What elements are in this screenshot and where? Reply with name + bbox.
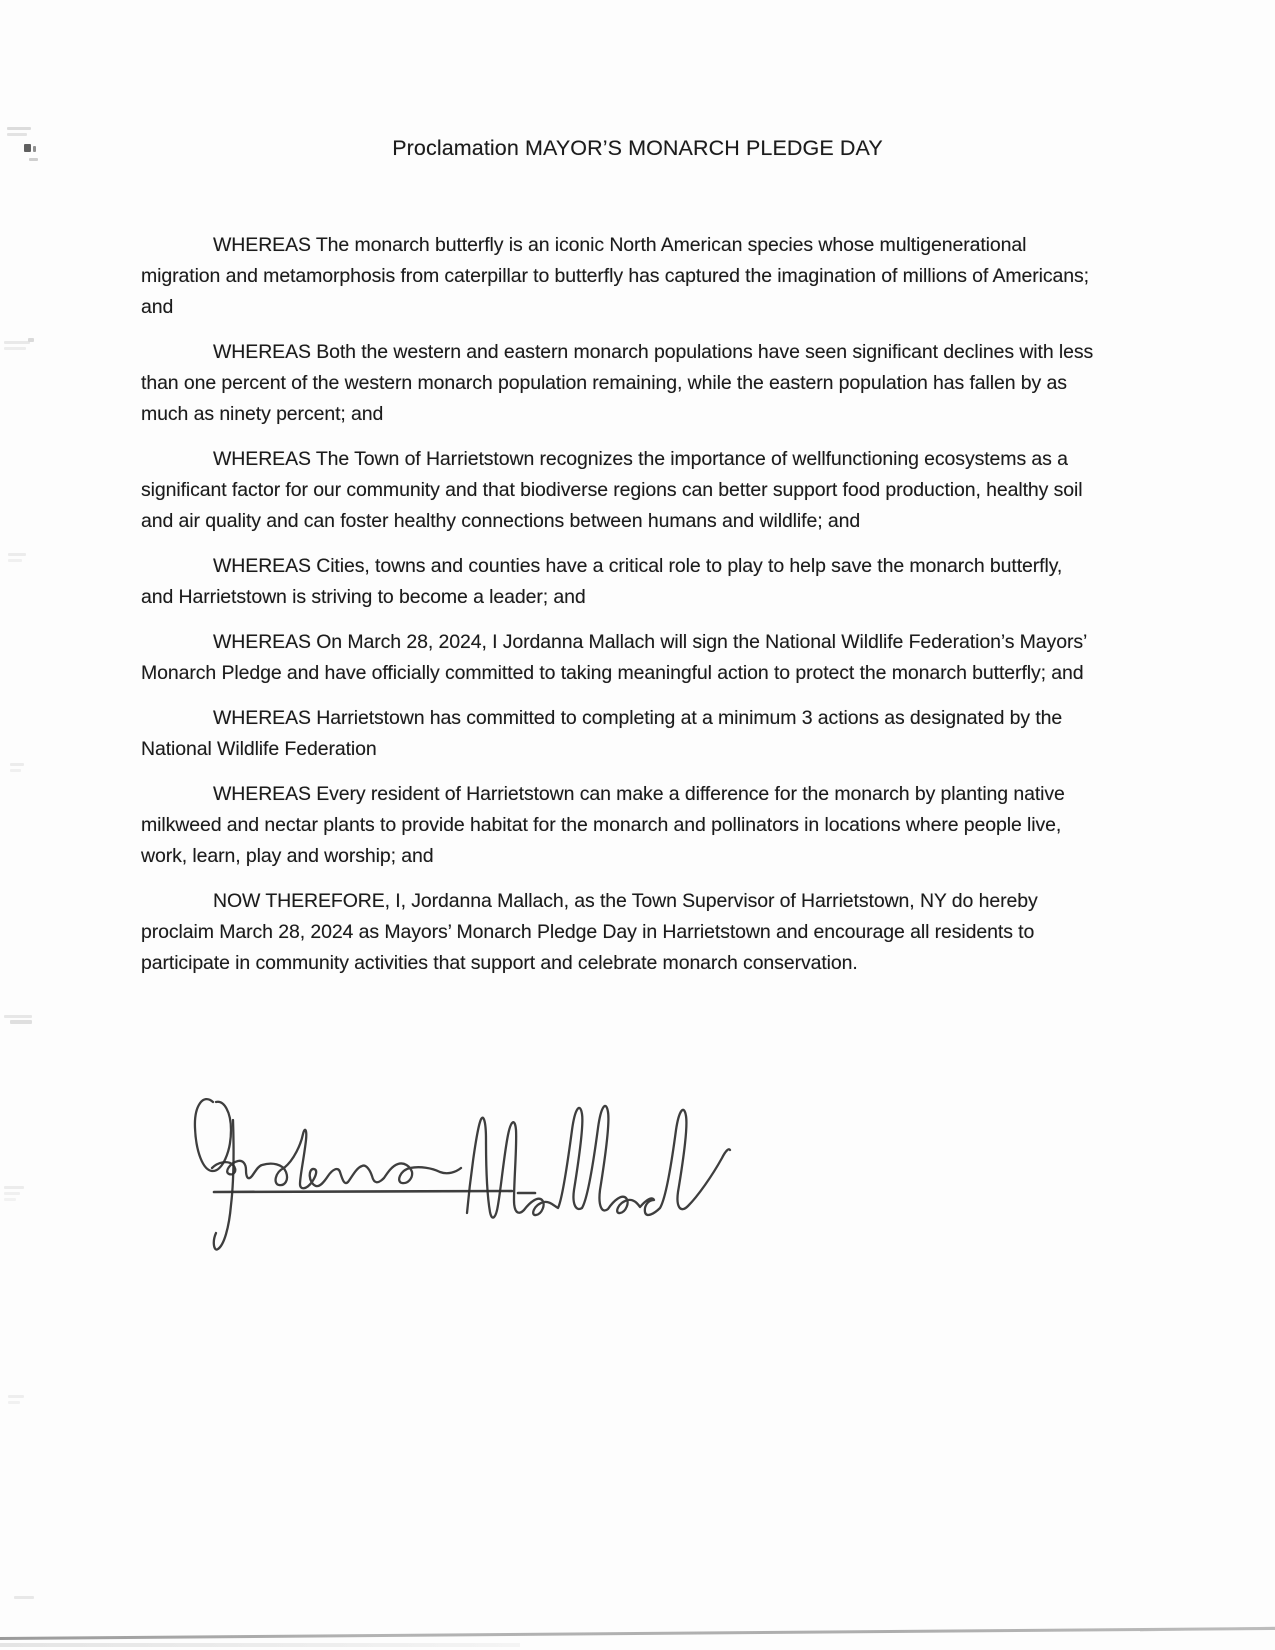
- scan-edge-line: [0, 1627, 1275, 1640]
- scan-artifact: [4, 1192, 20, 1195]
- scan-artifact: [29, 158, 38, 161]
- scan-artifact: [7, 133, 27, 136]
- handwritten-signature: [175, 1040, 735, 1260]
- paragraph-whereas-residents: WHEREAS Every resident of Harrietstown can make a difference for the monarch by planting native milkweed and nectar plants to provide habitat for the monarch and pollinators in locations where people live, work, learn, play and worship; and: [141, 783, 1065, 867]
- paragraph-whereas-monarch-iconic: WHEREAS The monarch butterfly is an iconic North American species whose multigenerational migration and metamorphosis from caterpillar to butterfly has captured the imagination of millions of Americans; and: [141, 234, 1089, 318]
- paragraph-now-therefore: NOW THEREFORE, I, Jordanna Mallach, as the Town Supervisor of Harrietstown, NY do hereby proclaim March 28, 2024 as Mayors’ Monarch Pledge Day in Harrietstown and encourage all residents to participate in community activities that support and celebrate monarch conservation.: [141, 890, 1038, 974]
- paragraph-whereas-population-declines: WHEREAS Both the western and eastern monarch populations have seen significant declines with less than one percent of the western monarch population remaining, while the eastern population has fallen by as much as ninety percent; and: [141, 341, 1094, 425]
- scan-artifact: [8, 553, 26, 556]
- scan-artifact: [8, 1401, 20, 1404]
- signature-stroke-j-loop: [195, 1099, 231, 1171]
- signature-stroke-ordanna: [212, 1130, 461, 1189]
- scan-artifact: [7, 127, 31, 130]
- scan-artifact: [4, 1198, 16, 1201]
- scan-edge-strip: [0, 1643, 520, 1647]
- scan-artifact: [4, 1015, 32, 1018]
- signature-stroke-mallach: [467, 1106, 730, 1218]
- paragraph-whereas-cities-role: WHEREAS Cities, towns and counties have a critical role to play to help save the monarch butterfly, and Harrietstown is striving to become a leader; and: [141, 555, 1063, 608]
- scan-artifact: [10, 763, 24, 766]
- scan-artifact: [24, 144, 31, 152]
- scan-artifact: [4, 341, 30, 344]
- scan-artifact: [8, 1395, 24, 1398]
- scan-artifact: [10, 769, 21, 772]
- paragraph-whereas-ecosystems: WHEREAS The Town of Harrietstown recognizes the importance of wellfunctioning ecosystems as a significant factor for our community and that biodiverse regions can better support food production, healthy soil and air quality and can foster healthy connections between humans and wildlife; and: [141, 448, 1083, 532]
- scan-artifact: [4, 347, 26, 350]
- scan-artifact: [33, 146, 36, 152]
- scan-artifact: [28, 338, 34, 342]
- paragraph-whereas-three-actions: WHEREAS Harrietstown has committed to completing at a minimum 3 actions as designated by the National Wildlife Federation: [141, 707, 1063, 760]
- paragraph-whereas-pledge-signing: WHEREAS On March 28, 2024, I Jordanna Mallach will sign the National Wildlife Federation’s Mayors’ Monarch Pledge and have officially committed to taking meaningful action to protect the monarch butterfly; and: [141, 631, 1087, 684]
- signature-svg: [175, 1040, 735, 1260]
- signature-underline: [214, 1191, 512, 1192]
- scan-artifact: [14, 1596, 34, 1599]
- scan-artifact: [4, 1186, 24, 1189]
- scan-artifact: [10, 1020, 32, 1024]
- document-title: Proclamation MAYOR’S MONARCH PLEDGE DAY: [392, 136, 883, 160]
- scan-artifact: [8, 559, 22, 562]
- document-body: [141, 230, 1099, 993]
